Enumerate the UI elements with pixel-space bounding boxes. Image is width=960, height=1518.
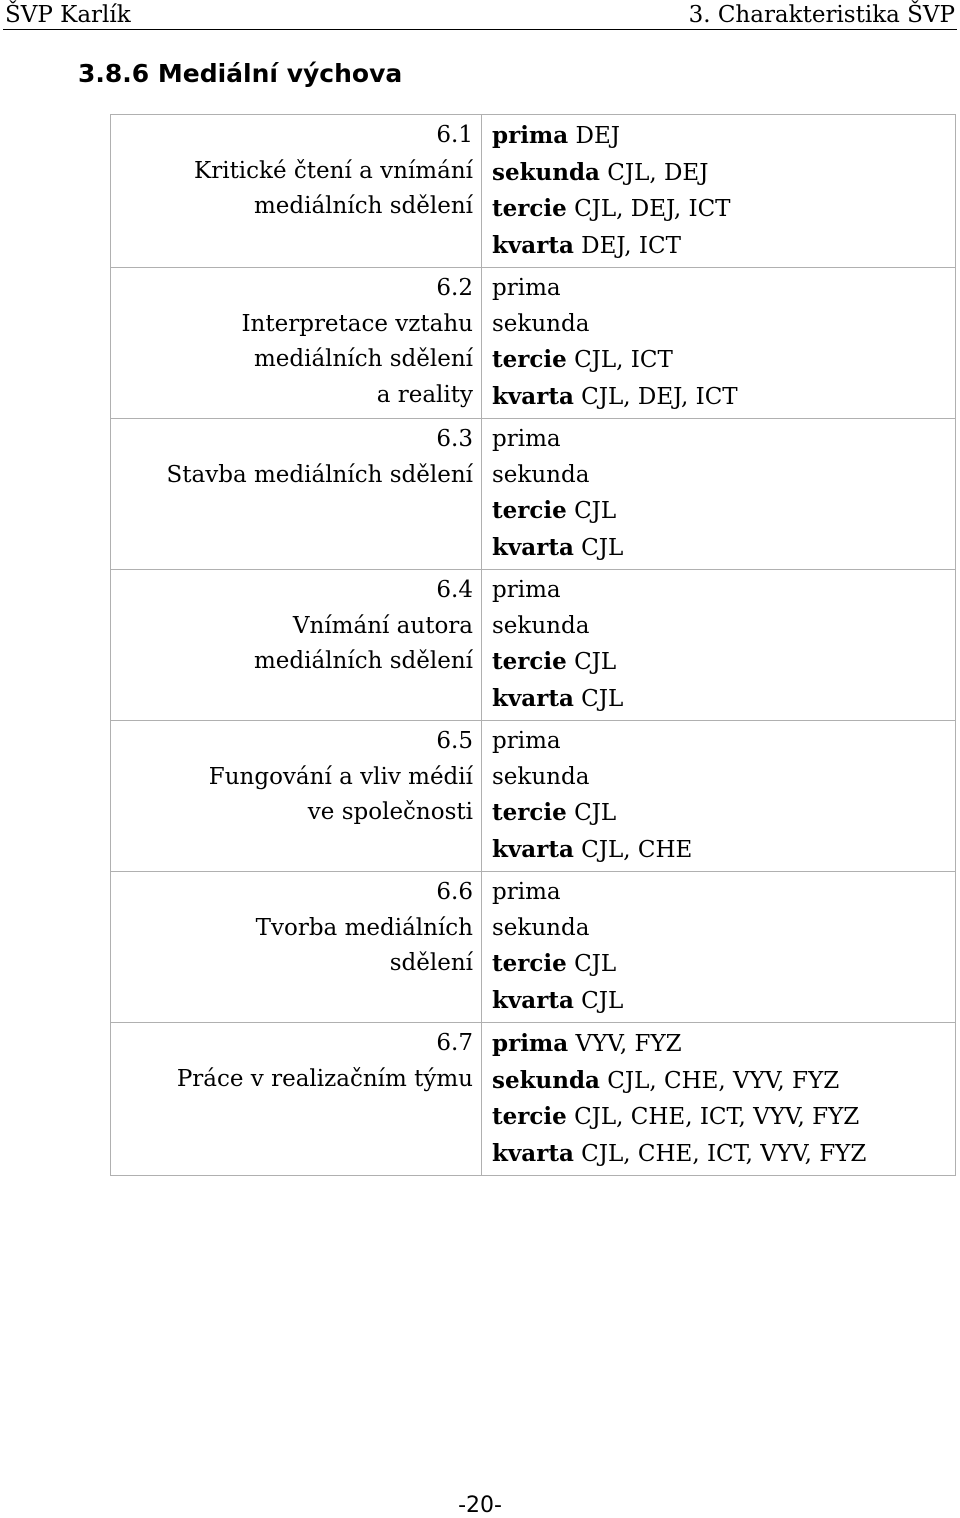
grade-line <box>492 609 947 645</box>
grade-line <box>492 1136 947 1173</box>
grade-line <box>492 644 947 681</box>
subject-list: CJL, CHE, ICT, VYV, FYZ <box>581 1140 867 1167</box>
grade-label: tercie <box>492 195 567 222</box>
grade-label: sekunda <box>492 1066 600 1094</box>
section-title: 3.8.6 Mediální výchova <box>78 59 403 88</box>
theme-name-line: mediálních sdělení <box>253 648 473 674</box>
grade-label: prima <box>492 577 561 603</box>
grade-line <box>492 530 947 567</box>
grade-line <box>492 307 947 343</box>
theme-cell <box>111 570 482 721</box>
subject-list: CJL <box>574 498 617 524</box>
theme-code: 6.2 <box>436 275 473 301</box>
grade-label: kvarta <box>492 835 574 863</box>
theme-name-line: Fungování a vliv médií <box>208 763 473 790</box>
grade-line <box>492 832 947 869</box>
grade-line <box>492 422 947 458</box>
grade-label: sekunda <box>492 461 590 488</box>
grade-label: sekunda <box>492 158 600 186</box>
grade-label: tercie <box>492 346 567 373</box>
grade-line <box>492 155 947 192</box>
grade-line <box>492 911 947 947</box>
theme-name-line: mediálních sdělení <box>253 346 473 372</box>
theme-code: 6.7 <box>436 1030 473 1056</box>
grade-line <box>492 946 947 983</box>
grade-label: kvarta <box>492 986 574 1014</box>
grade-label: kvarta <box>492 533 574 561</box>
header-right: 3. Charakteristika ŠVP <box>688 2 955 28</box>
header-left: ŠVP Karlík <box>5 2 131 28</box>
grade-line <box>492 228 947 265</box>
subject-list: CJL <box>574 649 617 675</box>
subject-list: CJL, CHE, VYV, FYZ <box>607 1067 840 1094</box>
theme-cell <box>111 115 482 268</box>
grade-label: tercie <box>492 1103 567 1130</box>
grade-line <box>492 379 947 416</box>
theme-name-line: sdělení <box>389 950 473 976</box>
header-divider <box>3 29 957 30</box>
theme-code: 6.5 <box>436 728 473 754</box>
subject-list: CJL <box>581 534 624 561</box>
subject-list: CJL, ICT <box>574 347 673 373</box>
theme-code: 6.1 <box>436 122 473 148</box>
grades-cell <box>482 721 956 872</box>
grade-line <box>492 875 947 911</box>
grade-line <box>492 1026 947 1063</box>
grade-label: prima <box>492 426 561 452</box>
grade-label: tercie <box>492 950 567 977</box>
grade-label: sekunda <box>492 310 590 337</box>
grade-label: kvarta <box>492 1139 574 1167</box>
theme-cell <box>111 419 482 570</box>
grade-line <box>492 795 947 832</box>
grades-cell <box>482 115 956 268</box>
theme-code: 6.4 <box>436 577 473 603</box>
theme-cell <box>111 1023 482 1176</box>
grade-line <box>492 342 947 379</box>
grade-label: tercie <box>492 799 567 826</box>
grade-label: prima <box>492 728 561 754</box>
theme-name-line: mediálních sdělení <box>253 193 473 219</box>
grade-line <box>492 493 947 530</box>
grades-cell <box>482 570 956 721</box>
theme-name-line: Tvorba mediálních <box>255 914 473 941</box>
grade-label: prima <box>492 122 569 149</box>
theme-cell <box>111 721 482 872</box>
grades-cell <box>482 419 956 570</box>
grade-label: tercie <box>492 648 567 675</box>
page-number: -20- <box>458 1493 502 1518</box>
subject-list: CJL <box>574 800 617 826</box>
grade-label: kvarta <box>492 382 574 410</box>
subject-list: VYV, FYZ <box>575 1031 682 1057</box>
grade-label: sekunda <box>492 612 590 639</box>
grade-line <box>492 681 947 718</box>
grade-line <box>492 458 947 494</box>
theme-name-line: Práce v realizačním týmu <box>176 1065 473 1092</box>
table-row <box>111 115 956 268</box>
grade-line <box>492 1063 947 1100</box>
theme-name-line: Interpretace vztahu <box>241 310 473 337</box>
grade-label: kvarta <box>492 231 574 259</box>
subject-list: DEJ, ICT <box>581 232 681 259</box>
subject-list: CJL <box>574 951 617 977</box>
grade-line <box>492 118 947 155</box>
table-row <box>111 721 956 872</box>
subject-list: CJL <box>581 987 624 1014</box>
subject-list: CJL, CHE, ICT, VYV, FYZ <box>574 1104 860 1130</box>
grade-label: tercie <box>492 497 567 524</box>
grade-label: prima <box>492 275 561 301</box>
table-row <box>111 570 956 721</box>
theme-cell <box>111 268 482 419</box>
subject-list: CJL, DEJ <box>607 159 709 186</box>
grade-line <box>492 191 947 228</box>
theme-name-line: a reality <box>376 381 473 408</box>
table-row <box>111 1023 956 1176</box>
theme-code: 6.3 <box>436 426 473 452</box>
subject-list: DEJ <box>575 123 620 149</box>
theme-name-line: Kritické čtení a vnímání <box>194 157 473 184</box>
grade-line <box>492 983 947 1020</box>
theme-name-line: Stavba mediálních sdělení <box>166 461 473 488</box>
grade-label: kvarta <box>492 684 574 712</box>
table-row <box>111 419 956 570</box>
subject-list: CJL, DEJ, ICT <box>581 383 738 410</box>
subject-list: CJL, DEJ, ICT <box>574 196 731 222</box>
grade-label: sekunda <box>492 763 590 790</box>
grade-label: prima <box>492 1030 569 1057</box>
grades-cell <box>482 872 956 1023</box>
theme-code: 6.6 <box>436 879 473 905</box>
grade-line <box>492 1099 947 1136</box>
grade-line <box>492 724 947 760</box>
grades-cell <box>482 1023 956 1176</box>
subject-list: CJL <box>581 685 624 712</box>
grade-line <box>492 760 947 796</box>
grade-line <box>492 573 947 609</box>
table-row <box>111 872 956 1023</box>
grade-label: sekunda <box>492 914 590 941</box>
grade-line <box>492 271 947 307</box>
theme-name-line: ve společnosti <box>307 799 473 825</box>
themes-table <box>110 114 956 1176</box>
grade-label: prima <box>492 879 561 905</box>
table-row <box>111 268 956 419</box>
theme-name-line: Vnímání autora <box>292 612 473 639</box>
subject-list: CJL, CHE <box>581 836 693 863</box>
grades-cell <box>482 268 956 419</box>
theme-cell <box>111 872 482 1023</box>
